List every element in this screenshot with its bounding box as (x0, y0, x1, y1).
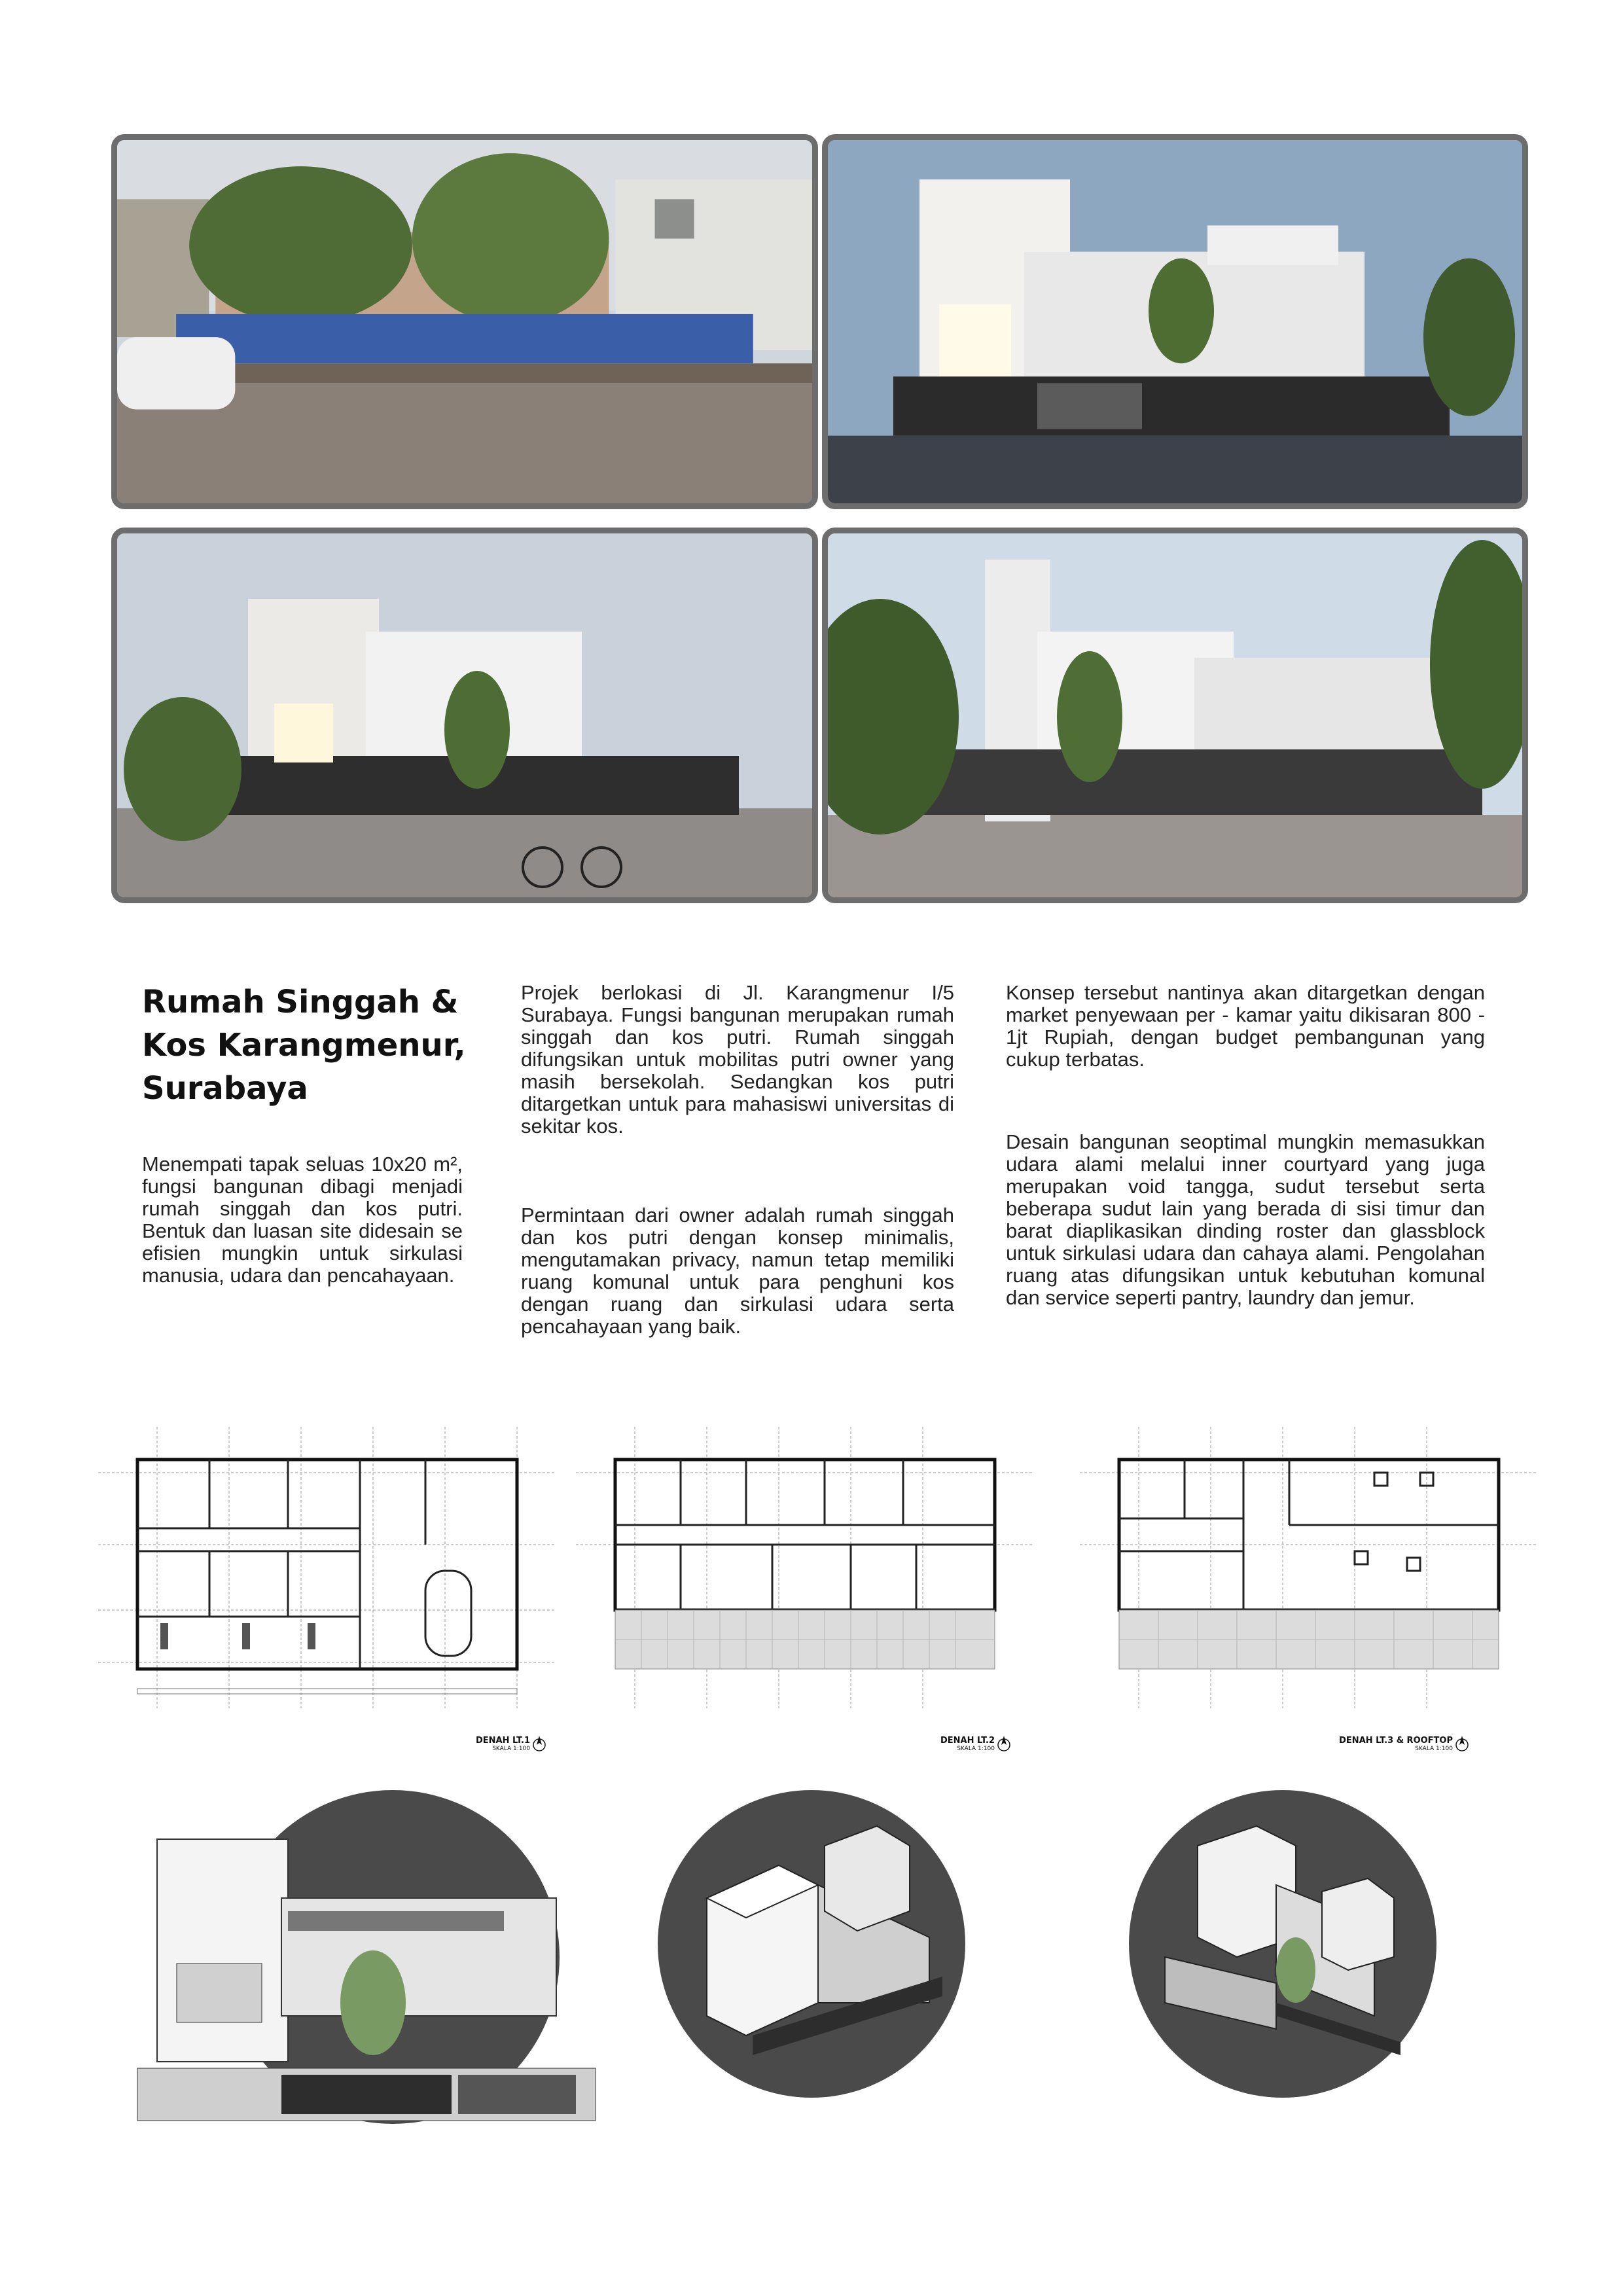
north-arrow-icon (996, 1734, 1012, 1753)
paragraph-market: Konsep tersebut nantinya akan ditargetkan dengan market penyewaan per - kamar yaitu dikisaran 800 - 1jt Rupiah, dengan budget pembangunan yang cukup terbatas. (1006, 981, 1485, 1071)
paragraph-site: Menempati tapak seluas 10x20 m², fungsi bangunan dibagi menjadi rumah singgah dan kos putri. Bentuk dan luasan site didesain se efisien mungkin untuk sirkulasi manusia, udara dan pencahayaan. (142, 1153, 463, 1287)
isometric-view-rear (1126, 1787, 1440, 2101)
photo-front-render-night (822, 134, 1528, 509)
isometric-view-front (654, 1787, 969, 2101)
photo-existing-site (111, 134, 818, 509)
floor-plan-1 (98, 1427, 556, 1708)
north-arrow-icon (1454, 1734, 1470, 1753)
floor-plan-2 (576, 1427, 1034, 1708)
front-elevation-drawing (111, 1787, 609, 2127)
plan-label-3: DENAH LT.3 & ROOFTOP SKALA 1:100 (1339, 1736, 1453, 1752)
photo-street-render-day (822, 528, 1528, 903)
paragraph-owner-request: Permintaan dari owner adalah rumah singgah dan kos putri dengan konsep minimalis, mengutamakan privacy, namun tetap memiliki ruang komunal untuk para penghuni kos dengan ruang dan sirkulasi udara serta pencahayaan yang baik. (521, 1204, 954, 1338)
plan-label-1: DENAH LT.1 SKALA 1:100 (475, 1736, 530, 1752)
north-arrow-icon (531, 1734, 547, 1753)
project-title: Rumah Singgah & Kos Karangmenur, Surabaya (142, 984, 466, 1107)
paragraph-design: Desain bangunan seoptimal mungkin memasukkan udara alami melalui inner courtyard yang juga merupakan void tangga, sudut tersebut serta beberapa sudut lain yang berada di sisi timur dan barat diaplikasikan dinding roster dan glassblock untuk sirkulasi udara dan cahaya alami. Pengolahan ruang atas difungsikan untuk kebutuhan komunal dan service seperti pantry, laundry dan jemur. (1006, 1130, 1485, 1309)
plan-label-2: DENAH LT.2 SKALA 1:100 (940, 1736, 995, 1752)
paragraph-location: Projek berlokasi di Jl. Karangmenur I/5 Surabaya. Fungsi bangunan merupakan rumah singgah dan kos putri. Rumah singgah difungsikan untuk mobilitas putri owner yang masih bersekolah. Sedangkan kos putri ditargetkan untuk para mahasiswi universitas di sekitar kos. (521, 981, 954, 1138)
floor-plan-3-rooftop (1080, 1427, 1538, 1708)
photo-street-render-dusk (111, 528, 818, 903)
